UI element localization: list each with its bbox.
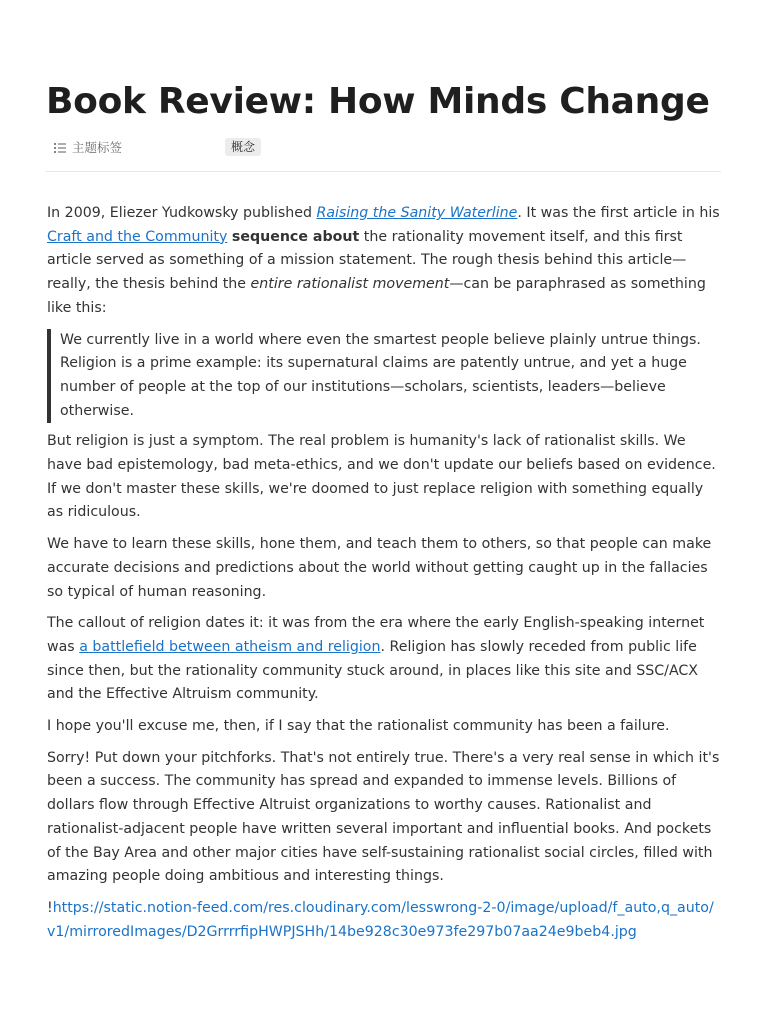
text: the rationality movement itself, and this first article served as something of a mission statement. The rough thesis behind this article—really, the thesis behind the: [47, 228, 687, 293]
paragraph: [47, 612, 722, 707]
property-row: [52, 137, 722, 159]
text: In 2009, Eliezer Yudkowsky published: [47, 205, 317, 221]
divider: [46, 171, 721, 172]
property-name: 主题标签: [72, 140, 123, 155]
paragraph: [47, 202, 722, 321]
bold-text: sequence about: [231, 228, 360, 245]
craft-and-community-link[interactable]: Craft and the Community: [47, 228, 228, 245]
atheism-religion-link[interactable]: a battlefield between atheism and religion: [79, 638, 381, 655]
list-icon: [52, 140, 68, 156]
article-body: [47, 202, 722, 952]
italic-text: entire rationalist movement: [250, 276, 450, 293]
paragraph: But religion is just a symptom. The real problem is humanity's lack of rationalist skills. We have bad epistemology, bad meta-ethics, and we don't update our beliefs based on evidence. If we don't master these skills, we're doomed to just replace religion with something equally as ridiculous.: [47, 433, 716, 521]
text: !: [47, 899, 53, 916]
image-url-link[interactable]: https://static.notion-feed.com/res.cloudinary.com/lesswrong-2-0/image/upload/f_auto,q_auto/v1/mirroredImages/D2GrrrrfipHWPJSHh/14be928c30e973fe297b07aa24e9beb4.jpg: [47, 899, 714, 940]
text: —can be paraphrased as something like this:: [47, 276, 706, 316]
page-title: Book Review: How Minds Change: [46, 81, 710, 122]
topic-tag[interactable]: 概念: [225, 138, 261, 156]
text: The callout of religion dates it: it was from the era where the early English-speaking internet was: [47, 615, 705, 655]
paragraph: We have to learn these skills, hone them, and teach them to others, so that people can make accurate decisions and predictions about the world without getting caught up in the fallacies so typical of human reasoning.: [47, 536, 712, 600]
blockquote: [47, 329, 722, 424]
text: . Religion has slowly receded from public life since then, but the rationality community stuck around, in places like this site and SSC/ACX and the Effective Altruism community.: [47, 638, 699, 703]
quote-text: We currently live in a world where even the smartest people believe plainly untrue things. Religion is a prime example: its supernatural claims are patently untrue, and yet a huge number of people at the top of our institutions—scholars, scientists, leaders—believe otherwise.: [60, 331, 701, 419]
paragraph: I hope you'll excuse me, then, if I say that the rationalist community has been a failure.: [47, 718, 670, 735]
raising-sanity-waterline-link[interactable]: Raising the Sanity Waterline: [316, 205, 518, 221]
paragraph: Sorry! Put down your pitchforks. That's not entirely true. There's a very real sense in which it's been a success. The community has spread and expanded to immense levels. Billions of dollars flow through Effective Altruist organizations to worthy causes. Rationalist and rationalist-adjacent people have written several important and influential books. And pockets of the Bay Area and other major cities have self-sustaining rationalist social circles, filled with amazing people doing ambitious and interesting things.: [47, 749, 720, 885]
image-link-paragraph: [47, 897, 722, 944]
text: . It was the first article in his: [517, 205, 720, 221]
